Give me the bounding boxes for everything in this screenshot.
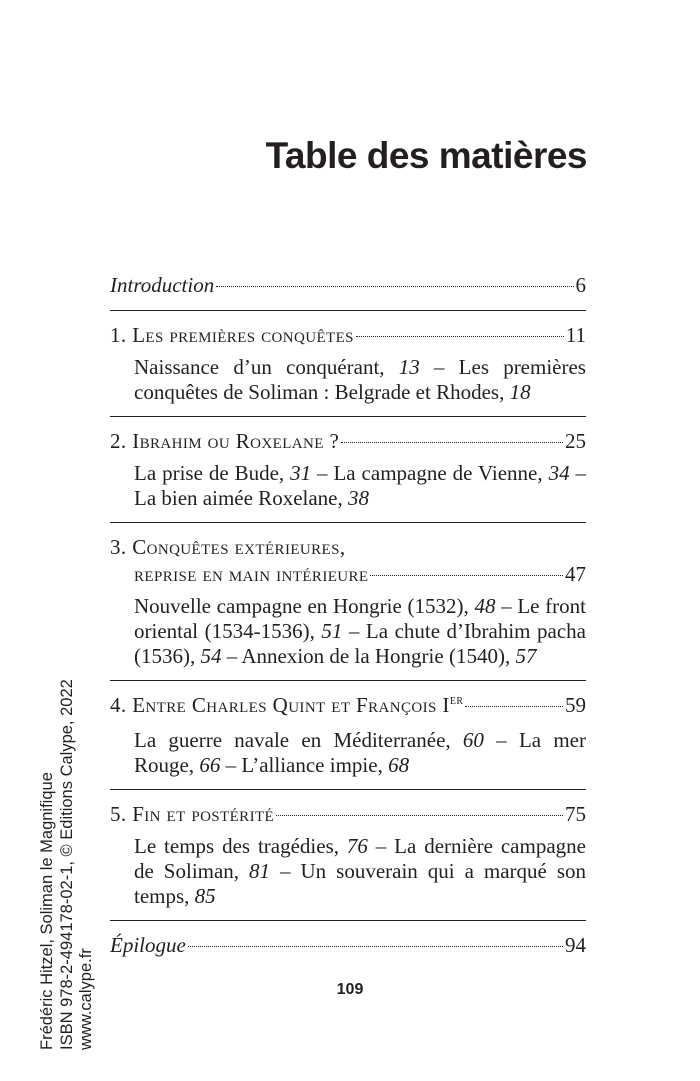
description-text: La prise de Bude,: [134, 461, 291, 485]
page-ref: 66: [199, 753, 221, 777]
dot-leader: [465, 706, 563, 707]
table-of-contents: [110, 272, 586, 959]
toc-chapter-2: [110, 428, 586, 511]
side-note-line: www.calype.fr: [77, 948, 95, 1050]
side-note-line: Frédéric Hitzel, Soliman le Magnifique: [38, 772, 56, 1050]
toc-entry-description: [110, 355, 586, 405]
page-ref: 18: [509, 380, 531, 404]
description-text: – Un souverain qui a marqué son temps,: [134, 859, 587, 908]
side-copyright-note: [38, 679, 97, 1050]
dot-leader: [356, 336, 564, 337]
toc-entry-label: 1. Les premières conquêtes: [110, 323, 354, 347]
page-ref: 48: [474, 594, 496, 618]
page-ref: 31: [290, 461, 312, 485]
page-ref: 76: [346, 834, 368, 858]
toc-entry-label: Introduction: [110, 273, 215, 297]
toc-entry-page: 25: [565, 429, 586, 453]
page-ref: 13: [398, 355, 420, 379]
divider: [110, 416, 586, 417]
page-ref: 34: [548, 461, 570, 485]
description-text: – La campagne de Vienne,: [311, 461, 549, 485]
page-ref: 81: [249, 859, 271, 883]
divider: [110, 680, 586, 681]
toc-entry-label: Épilogue: [110, 933, 186, 957]
description-text: – La mer Rouge,: [134, 728, 586, 777]
toc-entry-label-line2: reprise en main intérieure: [134, 562, 369, 586]
toc-entry-page: 6: [575, 273, 586, 297]
divider: [110, 920, 586, 921]
description-text: – L’alliance impie,: [220, 753, 389, 777]
page-number: 109: [336, 981, 364, 998]
toc-entry-description: [110, 728, 586, 778]
page-ref: 51: [321, 619, 343, 643]
page-ref: 38: [348, 486, 369, 510]
dot-leader: [216, 286, 573, 287]
page-ref: 54: [200, 644, 222, 668]
toc-entry-label-line1: 3. Conquêtes extérieures,: [110, 535, 346, 559]
toc-chapter-3: [110, 534, 586, 669]
page-title: Table des matières: [265, 135, 587, 176]
description-text: La guerre navale en Méditerranée,: [134, 728, 463, 752]
description-text: – La bien aimée Roxelane,: [134, 461, 586, 510]
toc-entry-description: [110, 461, 586, 511]
toc-entry-page: 11: [565, 323, 586, 347]
toc-entry-page: 59: [565, 693, 586, 717]
toc-entry-description: [110, 834, 586, 909]
side-note-line: ISBN 978-2-494178-02-1, © Editions Calype, 2022: [57, 679, 76, 1050]
description-text: – La chute d’Ibrahim pacha (1536),: [134, 619, 586, 668]
toc-entry-page: 94: [565, 933, 586, 957]
description-text: – La dernière campagne de Soliman,: [134, 834, 586, 883]
superscript: er: [449, 693, 464, 708]
divider: [110, 789, 586, 790]
dot-leader: [341, 442, 563, 443]
dot-leader: [188, 946, 563, 947]
description-text: Nouvelle campagne en Hongrie (1532),: [134, 594, 475, 618]
description-text: – Le front oriental (1534-1536),: [134, 594, 586, 643]
description-text: – Annexion de la Hongrie (1540),: [221, 644, 516, 668]
toc-entry-epilogue: [110, 932, 586, 959]
dot-leader: [276, 815, 563, 816]
description-text: Le temps des tragédies,: [134, 834, 347, 858]
page-ref: 60: [462, 728, 484, 752]
page-ref: 68: [388, 753, 410, 777]
page-ref: 85: [194, 884, 216, 908]
divider: [110, 522, 586, 523]
toc-entry-introduction: [110, 272, 586, 299]
divider: [110, 310, 586, 311]
toc-entry-label: 2. Ibrahim ou Roxelane ?: [110, 429, 340, 453]
toc-entry-label: 4. Entre Charles Quint et François Ier: [110, 693, 464, 717]
description-text: Naissance d’un conquérant,: [134, 355, 399, 379]
dot-leader: [370, 575, 563, 576]
page-ref: 57: [515, 644, 537, 668]
description-text: – Les premières conquêtes de Soliman : Belgrade et Rhodes,: [134, 355, 586, 404]
toc-entry-description: [110, 594, 586, 669]
toc-chapter-4: [110, 692, 586, 778]
toc-chapter-5: [110, 801, 586, 909]
toc-entry-page: 47: [565, 562, 586, 586]
toc-entry-page: 75: [565, 802, 586, 826]
toc-entry-label: 5. Fin et postérité: [110, 802, 275, 826]
toc-chapter-1: [110, 322, 586, 405]
